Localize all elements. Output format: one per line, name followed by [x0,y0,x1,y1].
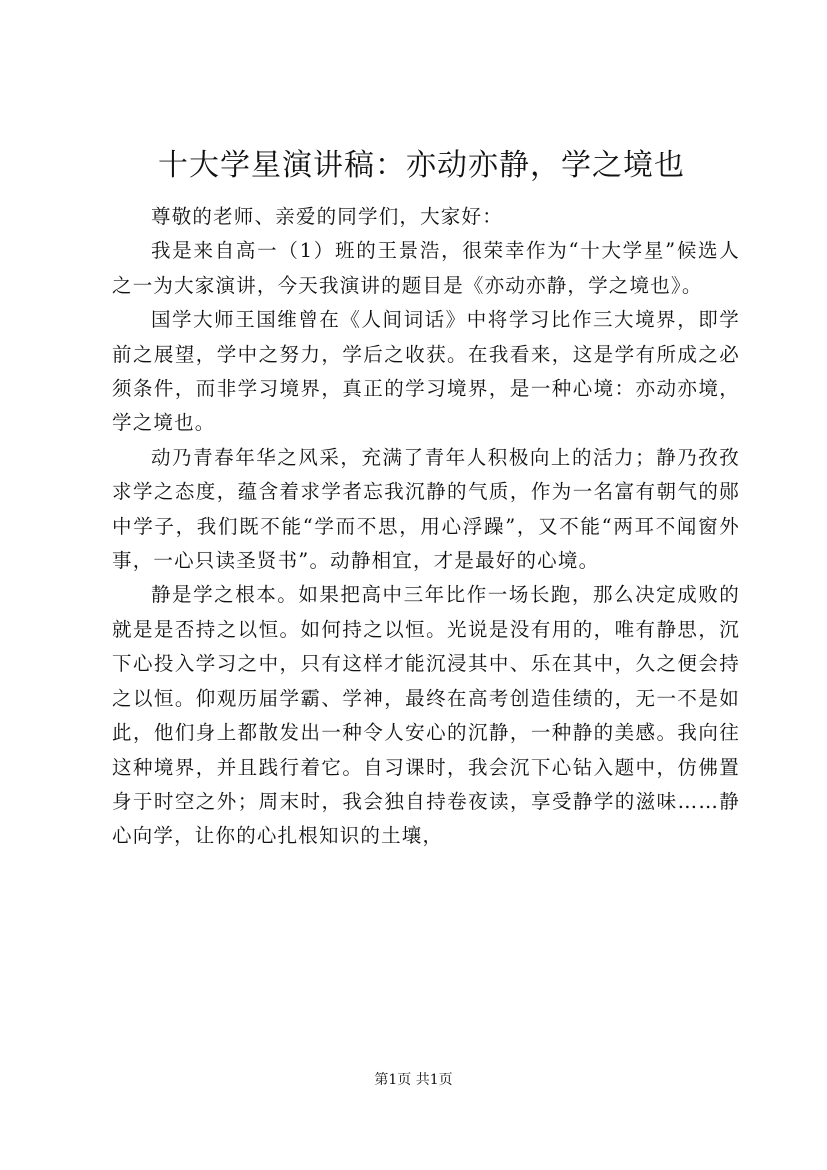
paragraph-motion-and-stillness: 动乃青春年华之风采，充满了青年人积极向上的活力；静乃孜孜求学之态度，蕴含着求学者忘我沉静的气质，作为一名富有朝气的郧中学子，我们既不能“学而不思，用心浮躁”，又不能“两耳不闻窗外事，一心只读圣贤书”。动静相宜，才是最好的心境。 [112,445,740,573]
paragraph-greeting: 尊敬的老师、亲爱的同学们，大家好： [151,205,503,228]
page-footer: 第1页 共1页 [374,1072,453,1088]
document-body [112,200,740,854]
paragraph-stillness-foundation: 静是学之根本。如果把高中三年比作一场长跑，那么决定成败的就是是否持之以恒。如何持之以恒。光说是没有用的，唯有静思，沉下心投入学习之中，只有这样才能沉浸其中、乐在其中，久之便会持之以恒。仰观历届学霸、学神，最终在高考创造佳绩的，无一不是如此，他们身上都散发出一种令人安心的沉静，一种静的美感。我向往这种境界，并且践行着它。自习课时，我会沉下心钻入题中，仿佛置身于时空之外；周末时，我会独自持卷夜读，享受静学的滋味……静心向学，让你的心扎根知识的土壤， [112,583,740,848]
paragraph-introduction: 我是来自高一（1）班的王景浩，很荣幸作为“十大学星”候选人之一为大家演讲，今天我演讲的题目是《亦动亦静，学之境也》。 [112,239,740,297]
paragraph-three-realms: 国学大师王国维曾在《人间词话》中将学习比作三大境界，即学前之展望，学中之努力，学后之收获。在我看来，这是学有所成之必须条件，而非学习境界，真正的学习境界，是一种心境：亦动亦境，学之境也。 [112,308,740,435]
document-title: 十大学星演讲稿：亦动亦静，学之境也 [158,148,685,183]
